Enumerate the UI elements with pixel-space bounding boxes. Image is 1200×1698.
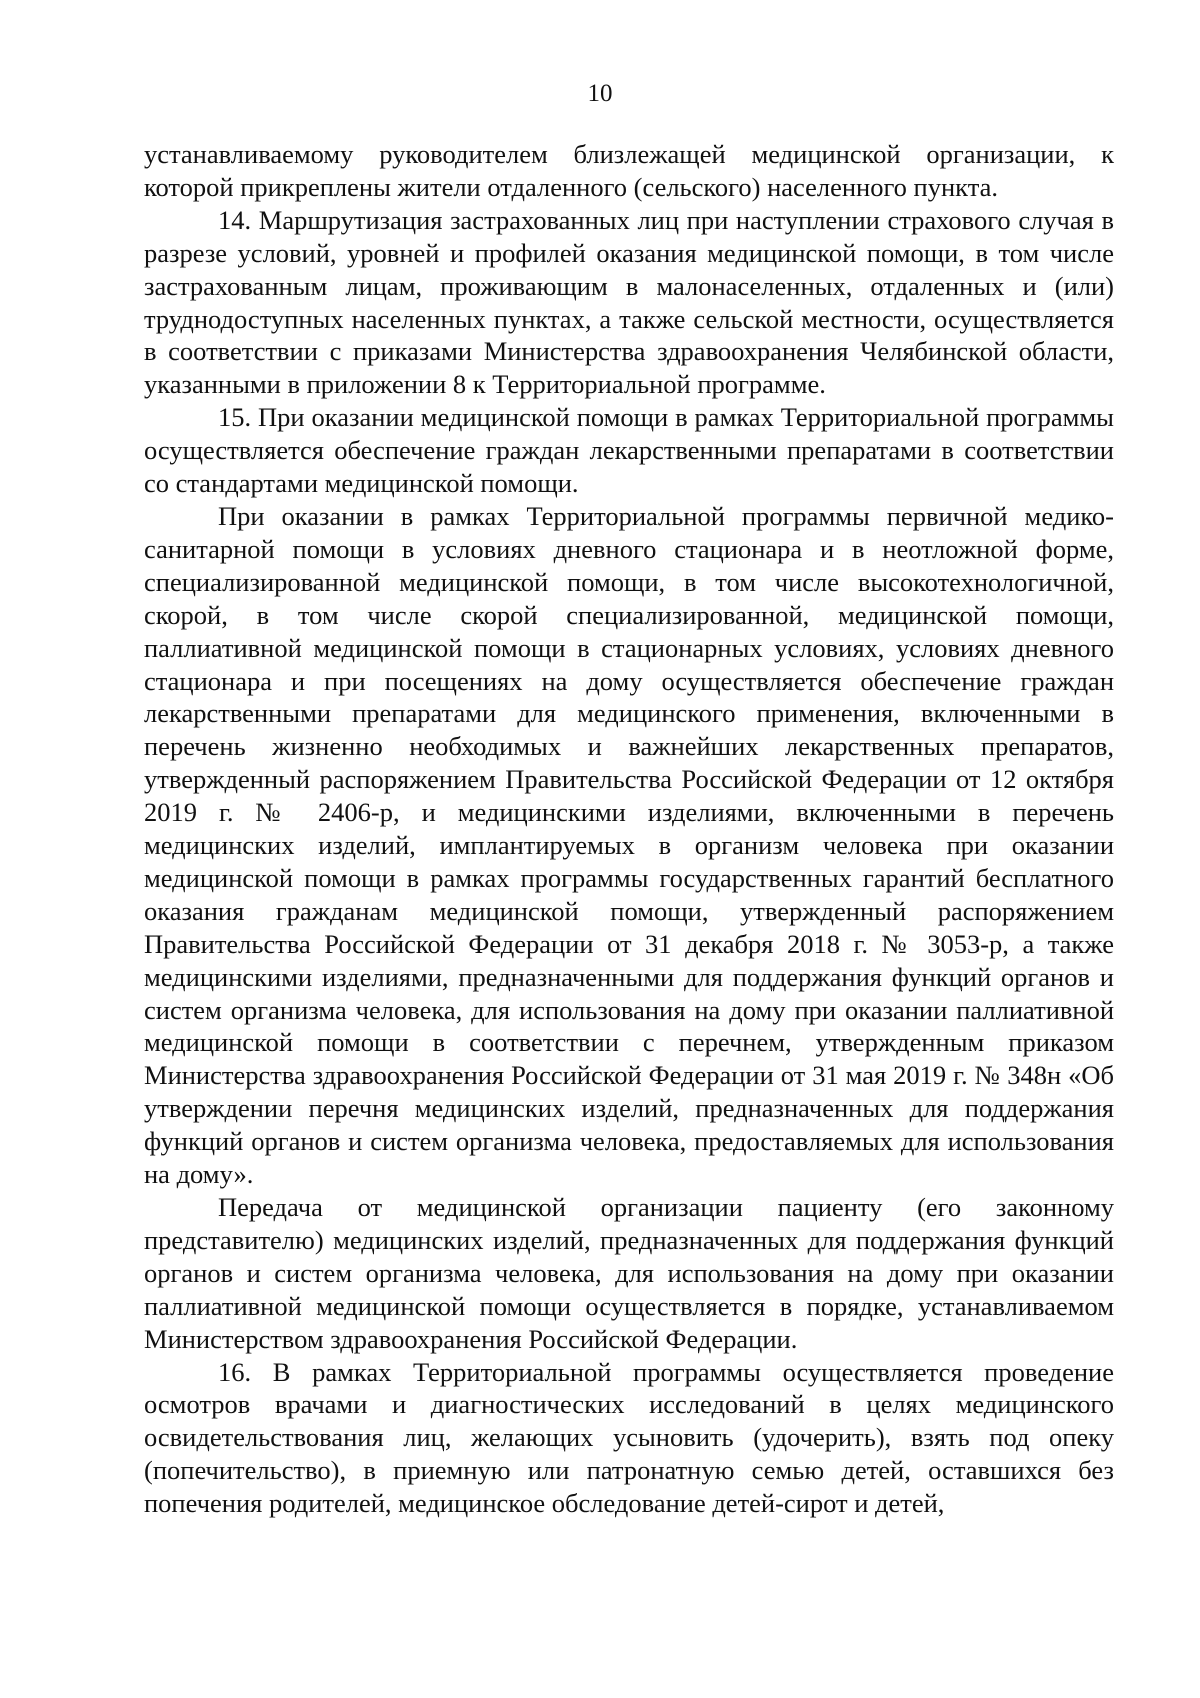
- paragraph-continuation: устанавливаемому руководителем близлежащей медицинской организации, к которой прикреплены жители отдаленного (сельского) населенного пункта.: [144, 139, 1114, 202]
- paragraph-item-15-transfer: Передача от медицинской организации пациенту (его законному представителю) медицинских изделий, предназначенных для поддержания функций органов и систем организма человека, для использования на дому при оказании паллиативной медицинской помощи осуществляется в порядке, устанавливаемом Министерством здравоохранения Российской Федерации.: [144, 1192, 1114, 1354]
- paragraph-item-15-medicines: При оказании в рамках Территориальной программы первичной медико-санитарной помощи в условиях дневного стационара и в неотложной форме, специализированной медицинской помощи, в том числе высокотехнологичной, скорой, в том числе скорой специализированной, медицинской помощи, паллиативной медицинской помощи в стационарных условиях, условиях дневного стационара и при посещениях на дому осуществляется обеспечение граждан лекарственными препаратами для медицинского применения, включенными в перечень жизненно необходимых и важнейших лекарственных препаратов, утвержденный распоряжением Правительства Российской Федерации от 12 октября 2019 г. № 2406-р, и медицинскими изделиями, включенными в перечень медицинских изделий, имплантируемых в организм человека при оказании медицинской помощи в рамках программы государственных гарантий бесплатного оказания гражданам медицинской помощи, утвержденный распоряжением Правительства Российской Федерации от 31 декабря 2018 г. № 3053-р, а также медицинскими изделиями, предназначенными для поддержания функций органов и систем организма человека, для использования на дому при оказании паллиативной медицинской помощи в соответствии с перечнем, утвержденным приказом Министерства здравоохранения Российской Федерации от 31 мая 2019 г. № 348н «Об утверждении перечня медицинских изделий, предназначенных для поддержания функций органов и систем организма человека, предоставляемых для использования на дому».: [144, 500, 1114, 1190]
- paragraph-item-16: 16. В рамках Территориальной программы осуществляется проведение осмотров врачами и диагностических исследований в целях медицинского освидетельствования лиц, желающих усыновить (удочерить), взять под опеку (попечительство), в приемную или патронатную семью детей, оставшихся без попечения родителей, медицинское обследование детей-сирот и детей,: [144, 1356, 1114, 1519]
- document-body: [144, 138, 1114, 1520]
- paragraph-item-14: 14. Маршрутизация застрахованных лиц при наступлении страхового случая в разрезе условий, уровней и профилей оказания медицинской помощи, в том числе застрахованным лицам, проживающим в малонаселенных, отдаленных и (или) труднодоступных населенных пунктах, а также сельской местности, осуществляется в соответствии с приказами Министерства здравоохранения Челябинской области, указанными в приложении 8 к Территориальной программе.: [144, 204, 1114, 400]
- page-number: 10: [587, 80, 613, 107]
- paragraph-item-15: 15. При оказании медицинской помощи в рамках Территориальной программы осуществляется обеспечение граждан лекарственными препаратами в соответствии со стандартами медицинской помощи.: [144, 402, 1114, 499]
